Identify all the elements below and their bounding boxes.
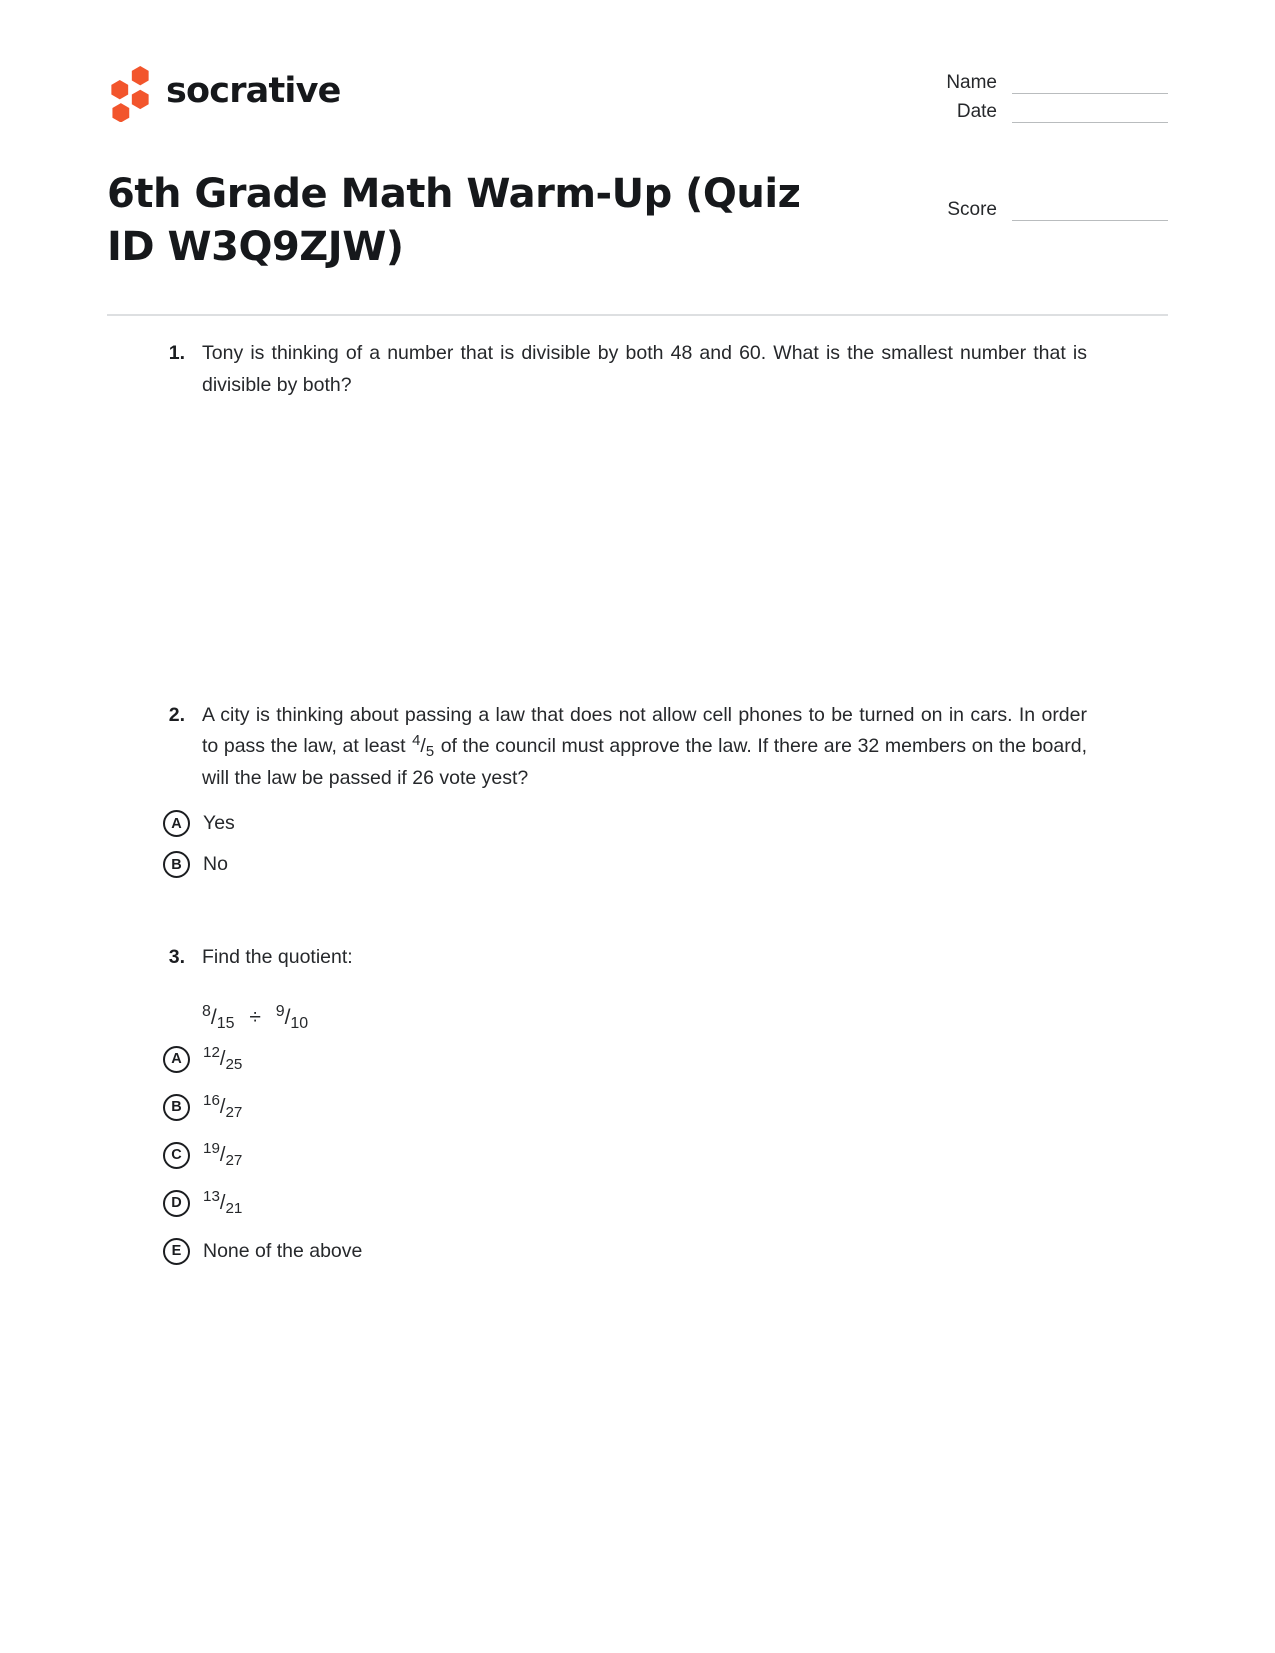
question-3-number: 3. [168, 946, 185, 969]
division-operator: ÷ [249, 1005, 261, 1029]
socrative-logo [107, 66, 341, 122]
question-3-choice-a [107, 1046, 1168, 1073]
score-label: Score [947, 199, 997, 220]
socrative-hexagons-icon [107, 66, 153, 122]
choice-letter-bubble: E [163, 1238, 190, 1265]
score-blank-line [1012, 199, 1168, 221]
question-3-choice-d [107, 1190, 1168, 1217]
choice-fraction: $^{12}/_{25}$ [203, 1044, 243, 1074]
quiz-title: 6th Grade Math Warm-Up (Quiz ID W3Q9ZJW) [107, 171, 801, 271]
question-2-body [202, 700, 1087, 795]
choice-fraction: $^{19}/_{27}$ [203, 1140, 243, 1170]
question-3-expression [202, 1002, 1168, 1033]
header-divider [107, 314, 1168, 316]
question-1-number: 1. [168, 342, 185, 365]
choice-label: No [203, 853, 228, 876]
question-3-choice-b [107, 1094, 1168, 1121]
question-2-choices [107, 810, 1168, 878]
expression-fraction-1: $^8/_{15}$ [202, 1002, 235, 1033]
question-1-work-space [107, 402, 1168, 700]
question-1-body [202, 338, 1087, 401]
question-2-choice-b [107, 851, 1168, 878]
name-date-fields [946, 66, 1168, 130]
date-field-row [946, 101, 1168, 123]
question-2-number: 2. [168, 703, 185, 726]
name-label: Name [946, 72, 997, 93]
date-blank-line [1012, 101, 1168, 123]
date-label: Date [956, 101, 997, 122]
question-2-text-before: A city is thinking about passing a law that does not allow cell phones to be turned on in cars. In order to pass the law, at least [202, 703, 1087, 758]
question-3-choices [107, 1046, 1168, 1265]
question-3-choice-c [107, 1142, 1168, 1169]
choice-label: Yes [203, 812, 235, 835]
name-field-row [946, 72, 1168, 94]
choice-letter-bubble: A [163, 1046, 190, 1073]
score-field [947, 168, 1168, 228]
name-blank-line [1012, 72, 1168, 94]
choice-letter-bubble: B [163, 1094, 190, 1121]
question-3-text: Find the quotient: [202, 946, 353, 969]
choice-fraction: $^{16}/_{27}$ [203, 1092, 243, 1122]
question-3-choice-e [107, 1238, 1168, 1265]
choice-letter-bubble: B [163, 851, 190, 878]
question-2-choice-a [107, 810, 1168, 837]
question-3-body [202, 942, 1087, 974]
choice-letter-bubble: D [163, 1190, 190, 1217]
page-header [107, 66, 1168, 130]
question-2-text-after: of the council must approve the law. If there are 32 members on the board, will the law be passed if 26 vote yest? [202, 735, 1087, 789]
question-2-text [202, 700, 1087, 795]
choice-letter-bubble: A [163, 810, 190, 837]
choice-fraction: $^{13}/_{21}$ [203, 1188, 243, 1218]
expression-fraction-2: $^9/_{10}$ [275, 1002, 309, 1033]
title-row [107, 168, 1168, 274]
logo-wordmark: socrative [166, 71, 341, 111]
question-1-text: Tony is thinking of a number that is divisible by both 48 and 60. What is the smallest number that is divisible by both? [202, 342, 1087, 396]
question-2 [107, 700, 1168, 795]
question-2-fraction: $^4/_5$ [412, 732, 435, 761]
question-1 [107, 338, 1168, 401]
question-3 [107, 942, 1168, 974]
choice-label: None of the above [203, 1239, 363, 1262]
choice-letter-bubble: C [163, 1142, 190, 1169]
score-field-row [947, 199, 1168, 221]
